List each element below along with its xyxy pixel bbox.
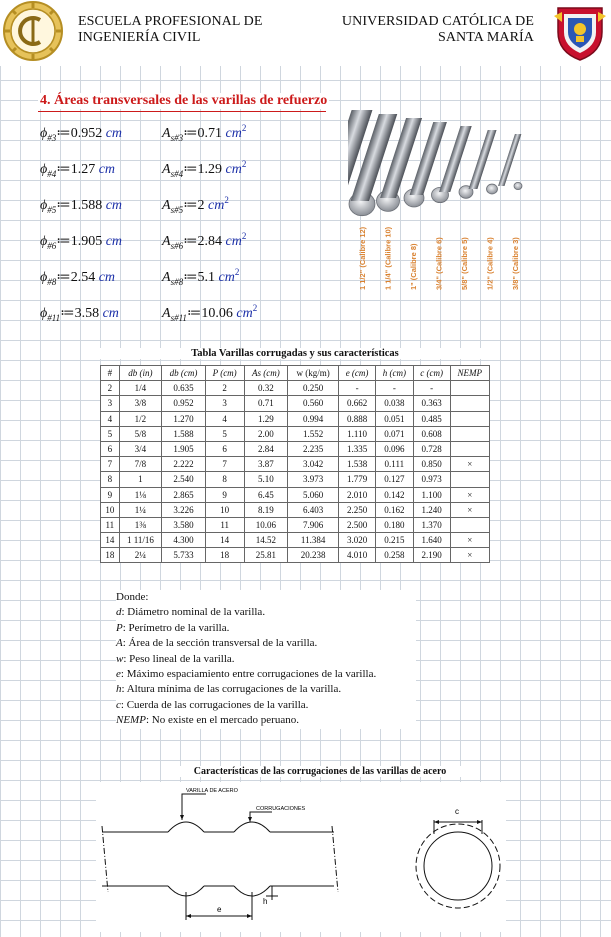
table-cell: 1.270 — [162, 411, 206, 426]
table-cell: 1.29 — [244, 411, 288, 426]
table-cell: 18 — [101, 548, 120, 563]
table-row — [101, 441, 490, 456]
area-value: 10.06 — [201, 306, 233, 321]
area-value: 2.84 — [197, 234, 223, 249]
table-cell — [450, 426, 489, 441]
table-row — [101, 487, 490, 502]
table-header-row — [101, 366, 490, 381]
table-cell: 5 — [205, 426, 244, 441]
table-cell: 8 — [205, 472, 244, 487]
diagram-label-c: c — [455, 807, 459, 816]
area-unit: cm — [225, 126, 242, 141]
table-cell: 2.222 — [162, 457, 206, 472]
table-cell — [450, 472, 489, 487]
diameter-unit: cm — [102, 306, 119, 321]
diameter-unit: cm — [105, 126, 123, 141]
rebar-size-label: 3/8" (Calibre 3) — [511, 237, 520, 290]
table-cell: 20.238 — [288, 548, 339, 563]
table-cell: 2.84 — [244, 441, 288, 456]
table-cell: 1⅛ — [119, 487, 162, 502]
university-name — [342, 14, 534, 46]
area-exponent: 2 — [241, 159, 247, 169]
diagram-label-bar: VARILLA DE ACERO — [186, 788, 238, 794]
table-cell: 2 — [205, 381, 244, 396]
table-cell: 0.038 — [376, 396, 414, 411]
table-row — [101, 426, 490, 441]
table-cell: 9 — [205, 487, 244, 502]
table-row — [101, 517, 490, 532]
phi-subscript: #5 — [47, 205, 57, 215]
table-cell: 3/4 — [119, 441, 162, 456]
table-row — [101, 502, 490, 517]
table-cell: 2.010 — [339, 487, 376, 502]
area-symbol: A — [162, 234, 171, 249]
university-name-line2: SANTA MARÍA — [437, 30, 534, 45]
table-cell: 0.250 — [288, 381, 339, 396]
table-cell: 3/8 — [119, 396, 162, 411]
table-cell: 3.87 — [244, 457, 288, 472]
table-cell: - — [339, 381, 376, 396]
legend-items — [116, 605, 416, 728]
table-cell — [450, 381, 489, 396]
table-cell: 0.363 — [413, 396, 450, 411]
table-cell: 5.10 — [244, 472, 288, 487]
area-unit: cm — [208, 198, 225, 213]
area-exponent: 2 — [224, 195, 229, 205]
table-cell: 6 — [101, 441, 120, 456]
area-unit: cm — [236, 306, 253, 321]
area-subscript: s#4 — [170, 169, 184, 179]
table-cell: 6 — [205, 441, 244, 456]
university-crest-logo — [552, 2, 608, 62]
school-name — [78, 14, 262, 46]
area-symbol: A — [162, 162, 171, 177]
phi-subscript: #11 — [47, 313, 61, 323]
civil-engineering-logo — [2, 0, 64, 62]
diagram-label-ribs: CORRUGACIONES — [256, 806, 306, 812]
table-header-cell: P (cm) — [205, 366, 244, 381]
table-body — [101, 381, 490, 563]
table-cell: 0.215 — [376, 533, 414, 548]
table-cell: 4 — [205, 411, 244, 426]
table-cell: 1/2 — [119, 411, 162, 426]
table-cell: 11 — [205, 517, 244, 532]
diagram-label-h: h — [263, 897, 268, 906]
table-cell: 5.060 — [288, 487, 339, 502]
area-unit: cm — [225, 162, 242, 177]
area-symbol: A — [162, 126, 171, 141]
phi-symbol: ϕ — [40, 198, 48, 213]
rebar-size-label: 3/4" (Calibre 6) — [434, 237, 444, 290]
table-cell: 1.552 — [288, 426, 339, 441]
table-cell: 14 — [101, 533, 120, 548]
table-cell — [450, 441, 489, 456]
table-cell: 0.994 — [288, 411, 339, 426]
table-cell: 5 — [101, 426, 120, 441]
legend-key: e — [116, 668, 121, 681]
table-cell: 9 — [101, 487, 120, 502]
table-cell: 0.180 — [376, 517, 414, 532]
table-cell: 14 — [205, 533, 244, 548]
table-cell: 2.235 — [288, 441, 339, 456]
table-header-cell: h (cm) — [376, 366, 414, 381]
table-cell: 2.540 — [162, 472, 206, 487]
table-cell: 1.110 — [339, 426, 376, 441]
table-cell: 10 — [205, 502, 244, 517]
legend-key: w — [116, 652, 124, 665]
table-cell: 0.111 — [376, 457, 414, 472]
table-cell: - — [413, 381, 450, 396]
table-cell: 1.640 — [413, 533, 450, 548]
legend-item — [116, 621, 416, 636]
legend-item — [116, 713, 416, 728]
diameter-formula: $\phi_{\#11}≔3.58$ cm — [40, 306, 119, 323]
area-unit: cm — [218, 270, 235, 285]
diagram-label-e: e — [217, 905, 222, 914]
table-cell: 1/4 — [119, 381, 162, 396]
legend-text: : Máximo espaciamiento entre corrugaciones de la varilla. — [120, 668, 377, 681]
rebar-size-label: 5/8" (Calibre 5) — [460, 237, 469, 290]
table-cell — [450, 411, 489, 426]
diameter-value: 1.905 — [70, 234, 103, 249]
diameter-formula: $\phi_{\#6}≔1.905$ cm — [40, 234, 123, 251]
table-cell: 0.127 — [376, 472, 414, 487]
legend-item — [116, 652, 416, 667]
diameter-formula: $\phi_{\#8}≔2.54$ cm — [40, 270, 116, 287]
diameter-value: 3.58 — [74, 306, 100, 321]
table-cell: 1.905 — [162, 441, 206, 456]
table-cell: 2¼ — [119, 548, 162, 563]
table-cell: 3.042 — [288, 457, 339, 472]
table-cell: 3.580 — [162, 517, 206, 532]
area-exponent: 2 — [241, 123, 247, 133]
table-cell — [450, 396, 489, 411]
diameter-formula: $\phi_{\#4}≔1.27$ cm — [40, 162, 116, 179]
table-cell: × — [450, 533, 489, 548]
diagram-title: Características de las corrugaciones de las varillas de acero — [170, 766, 470, 777]
table-cell: 0.850 — [413, 457, 450, 472]
phi-subscript: #6 — [47, 241, 57, 251]
phi-symbol: ϕ — [40, 270, 48, 285]
table-cell: 1.335 — [339, 441, 376, 456]
legend-text: : Perímetro de la varilla. — [122, 621, 230, 634]
table-cell: 4.010 — [339, 548, 376, 563]
table-cell: 7 — [101, 457, 120, 472]
legend-key: A — [116, 637, 123, 650]
area-subscript: s#6 — [170, 241, 184, 251]
table-cell: 0.071 — [376, 426, 414, 441]
table-cell: - — [376, 381, 414, 396]
table-header-cell: # — [101, 366, 120, 381]
table-cell: 0.560 — [288, 396, 339, 411]
table-cell: × — [450, 502, 489, 517]
legend-item — [116, 698, 416, 713]
area-symbol: A — [162, 198, 171, 213]
university-name-line1: UNIVERSIDAD CATÓLICA DE — [341, 14, 534, 29]
table-cell: 0.142 — [376, 487, 414, 502]
table-cell: 2.500 — [339, 517, 376, 532]
table-cell: 1¼ — [119, 502, 162, 517]
legend-text: : No existe en el mercado peruano. — [145, 714, 299, 727]
table-header-cell: db (in) — [119, 366, 162, 381]
table-header-cell: e (cm) — [339, 366, 376, 381]
school-name-line1: ESCUELA PROFESIONAL DE — [78, 14, 263, 29]
legend-key: P — [116, 621, 123, 634]
table-row — [101, 548, 490, 563]
table-cell: 0.32 — [244, 381, 288, 396]
table-cell: 5/8 — [119, 426, 162, 441]
table-cell: 10.06 — [244, 517, 288, 532]
phi-subscript: #4 — [47, 169, 57, 179]
table-cell: 2 — [101, 381, 120, 396]
table-cell: 10 — [101, 502, 120, 517]
area-formula: $A_{s\#8}≔5.1$ $cm^2$ — [162, 267, 240, 287]
table-header-cell: c (cm) — [413, 366, 450, 381]
diameter-value: 1.588 — [70, 198, 103, 213]
legend-key: NEMP — [116, 714, 146, 727]
table-cell: 3.973 — [288, 472, 339, 487]
table-cell: 3.226 — [162, 502, 206, 517]
area-value: 5.1 — [197, 270, 216, 285]
table-cell: 0.162 — [376, 502, 414, 517]
table-cell: 2.190 — [413, 548, 450, 563]
table-cell: 7.906 — [288, 517, 339, 532]
table-cell: 3 — [205, 396, 244, 411]
area-exponent: 2 — [241, 231, 247, 241]
table-cell: 3 — [101, 396, 120, 411]
table-cell: 0.635 — [162, 381, 206, 396]
rebar-size-label: 1/2" (Calibre 4) — [485, 237, 495, 290]
table-cell: 1⅜ — [119, 517, 162, 532]
table-header-cell: As (cm) — [244, 366, 288, 381]
table-row — [101, 457, 490, 472]
area-formula: $A_{s\#5}≔2$ $cm^2$ — [162, 195, 229, 215]
table-row — [101, 472, 490, 487]
area-value: 1.29 — [197, 162, 223, 177]
table-cell: 0.096 — [376, 441, 414, 456]
section-title-underline — [38, 111, 326, 112]
table-row — [101, 411, 490, 426]
table-cell — [450, 517, 489, 532]
table-cell: 8 — [101, 472, 120, 487]
table-title: Tabla Varillas corrugadas y sus características — [100, 348, 490, 359]
table-cell: 1.240 — [413, 502, 450, 517]
table-cell: 0.973 — [413, 472, 450, 487]
table-cell: 14.52 — [244, 533, 288, 548]
diameter-unit: cm — [98, 162, 116, 177]
diameter-unit: cm — [98, 270, 116, 285]
table-cell: 1.100 — [413, 487, 450, 502]
area-symbol: A — [162, 270, 171, 285]
diameter-unit: cm — [105, 198, 123, 213]
table-cell: 2.250 — [339, 502, 376, 517]
area-formula: $A_{s\#4}≔1.29$ $cm^2$ — [162, 159, 247, 179]
table-cell: 1.588 — [162, 426, 206, 441]
table-cell: 6.403 — [288, 502, 339, 517]
legend-text: : Diámetro nominal de la varilla. — [121, 606, 266, 619]
table-cell: × — [450, 548, 489, 563]
legend-text: : Peso lineal de la varilla. — [123, 652, 235, 665]
rebar-bar — [469, 130, 498, 194]
corrugation-diagram — [96, 782, 506, 932]
diameter-formula: $\phi_{\#3}≔0.952$ cm — [40, 126, 123, 143]
table-cell: 5.733 — [162, 548, 206, 563]
area-subscript: s#5 — [170, 205, 184, 215]
diameter-value: 1.27 — [70, 162, 96, 177]
table-cell: 0.71 — [244, 396, 288, 411]
legend-text: : Área de la sección transversal de la varilla. — [122, 637, 318, 650]
table-header-cell: w (kg/m) — [288, 366, 339, 381]
table-cell: 11 — [101, 517, 120, 532]
table-cell: × — [450, 457, 489, 472]
phi-symbol: ϕ — [40, 234, 48, 249]
diameter-value: 0.952 — [70, 126, 103, 141]
table-cell: 4.300 — [162, 533, 206, 548]
area-value: 2 — [197, 198, 205, 213]
phi-subscript: #3 — [47, 133, 57, 143]
legend-key: d — [116, 606, 122, 619]
rebar-bar — [498, 134, 522, 190]
table-cell: 3.020 — [339, 533, 376, 548]
legend-item — [116, 667, 416, 682]
table-cell: 0.258 — [376, 548, 414, 563]
legend-item — [116, 682, 416, 697]
phi-symbol: ϕ — [40, 126, 48, 141]
diameter-formula: $\phi_{\#5}≔1.588$ cm — [40, 198, 123, 215]
table-cell: 2.00 — [244, 426, 288, 441]
area-value: 0.71 — [197, 126, 223, 141]
area-subscript: s#3 — [170, 133, 184, 143]
table-cell: 1.779 — [339, 472, 376, 487]
legend-key: h — [116, 683, 122, 696]
legend — [116, 590, 416, 729]
area-formula: $A_{s\#3}≔0.71$ $cm^2$ — [162, 123, 247, 143]
table-header-cell: db (cm) — [162, 366, 206, 381]
table-row — [101, 381, 490, 396]
area-formula: $A_{s\#11}≔10.06$ $cm^2$ — [162, 303, 258, 323]
legend-item — [116, 636, 416, 651]
table-cell: 0.888 — [339, 411, 376, 426]
rebar-size-label: 1 1/4" (Calibre 10) — [383, 226, 393, 290]
legend-heading: Donde: — [116, 591, 149, 603]
rebar-bar — [439, 126, 473, 198]
school-name-line2: INGENIERÍA CIVIL — [78, 30, 201, 45]
legend-text: : Altura mínima de las corrugaciones de la varilla. — [121, 683, 342, 696]
table-cell: 2.865 — [162, 487, 206, 502]
phi-symbol: ϕ — [40, 162, 48, 177]
section-title: 4. Áreas transversales de las varillas de refuerzo — [40, 93, 328, 108]
table-cell: 0.728 — [413, 441, 450, 456]
phi-subscript: #8 — [47, 277, 57, 287]
area-subscript: s#11 — [170, 313, 187, 323]
phi-symbol: ϕ — [40, 306, 48, 321]
area-symbol: A — [162, 306, 171, 321]
rebar-photo — [348, 104, 538, 304]
table-row — [101, 396, 490, 411]
table-cell: 0.608 — [413, 426, 450, 441]
legend-item — [116, 605, 416, 620]
area-formula: $A_{s\#6}≔2.84$ $cm^2$ — [162, 231, 247, 251]
page-header — [0, 0, 611, 66]
area-exponent: 2 — [252, 303, 258, 313]
table-cell: 0.485 — [413, 411, 450, 426]
table-cell: 6.45 — [244, 487, 288, 502]
rebar-properties-table — [100, 365, 490, 563]
table-cell: × — [450, 487, 489, 502]
legend-key: c — [116, 698, 121, 711]
rebar-size-label: 1 1/2" (Calibre 12) — [358, 226, 367, 290]
table-cell: 8.19 — [244, 502, 288, 517]
table-row — [101, 533, 490, 548]
table-cell: 4 — [101, 411, 120, 426]
table-cell: 1.370 — [413, 517, 450, 532]
table-cell: 7 — [205, 457, 244, 472]
area-subscript: s#8 — [170, 277, 184, 287]
diameter-unit: cm — [105, 234, 123, 249]
table-cell: 18 — [205, 548, 244, 563]
table-cell: 1 11/16 — [119, 533, 162, 548]
area-unit: cm — [225, 234, 242, 249]
table-cell: 0.051 — [376, 411, 414, 426]
table-cell: 1 — [119, 472, 162, 487]
table-cell: 1.538 — [339, 457, 376, 472]
table-cell: 25.81 — [244, 548, 288, 563]
table-header-cell: NEMP — [450, 366, 489, 381]
legend-text: : Cuerda de las corrugaciones de la varilla. — [120, 698, 309, 711]
diameter-value: 2.54 — [70, 270, 96, 285]
rebar-size-label: 1" (Calibre 8) — [409, 243, 418, 290]
table-cell: 0.952 — [162, 396, 206, 411]
area-exponent: 2 — [234, 267, 240, 277]
table-cell: 11.384 — [288, 533, 339, 548]
table-cell: 7/8 — [119, 457, 162, 472]
table-cell: 0.662 — [339, 396, 376, 411]
